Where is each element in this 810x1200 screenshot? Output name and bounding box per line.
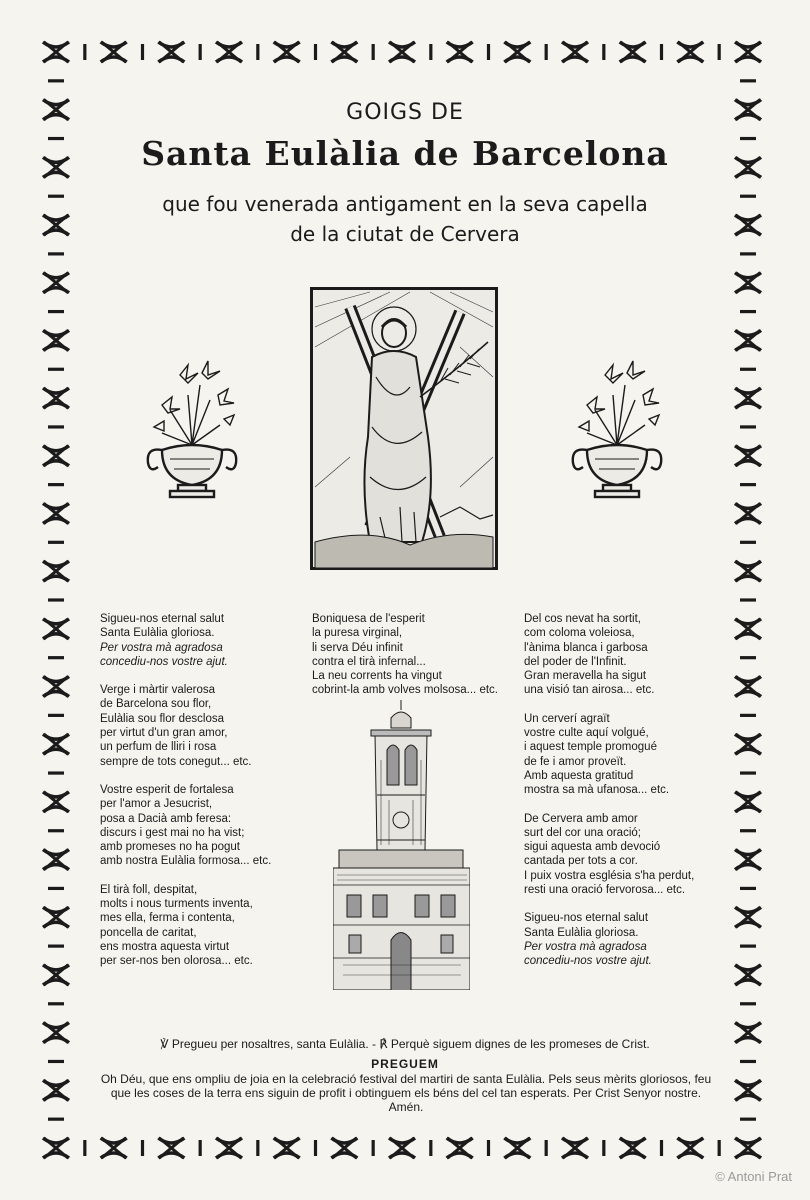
verse-line: Boniquesa de l'esperit (312, 613, 425, 625)
verse-line: Santa Eulàlia gloriosa. (100, 627, 215, 640)
verse-line: concediu-nos vostre ajut. (524, 955, 652, 968)
verse-line: per virtut d'un gran amor, (100, 727, 228, 740)
verse-column-1 (100, 612, 271, 983)
verse-line: de fe i amor proveït. (524, 755, 627, 768)
verse-line: de Barcelona sou flor, (100, 698, 212, 711)
verse-line: sempre de tots conegut... etc. (100, 755, 252, 768)
verse-line: com coloma voleiosa, (524, 627, 635, 640)
verse-line: ens mostra aquesta virtut (100, 940, 230, 953)
verse-line: amb nostra Eulàlia formosa... etc. (100, 855, 272, 868)
verse-line: Gran meravella ha sigut (524, 670, 647, 683)
verse-line: la puresa virginal, (312, 627, 403, 640)
verse-line: concediu-nos vostre ajut. (100, 655, 228, 668)
verse-line: mes ella, ferma i contenta, (100, 912, 235, 925)
verse-line: Per vostra mà agradosa (100, 641, 223, 654)
verse-line: li serva Déu infinit (312, 641, 403, 654)
verse-line: per ser-nos ben olorosa... etc. (100, 955, 253, 968)
goigs-heading: GOIGS DE (346, 100, 464, 125)
verse-line: una visió tan airosa... etc. (524, 684, 655, 697)
stanza (524, 812, 694, 898)
verse-line: discurs i gest mai no ha vist; (100, 826, 245, 839)
verse-line: Vostre esperit de fortalesa (100, 783, 234, 796)
stanza (100, 612, 271, 669)
verse-line: El tirà foll, despitat, (100, 883, 198, 896)
subtitle-line-1: que fou venerada antigament en la seva capella (162, 192, 648, 216)
verse-line: del poder de l'Infinit. (524, 655, 627, 668)
flower-vase-left (140, 355, 245, 505)
verse-line: resti una oració fervorosa... etc. (524, 884, 686, 897)
verse-line: Verge i màrtir valerosa (100, 684, 216, 697)
verse-line: Sigueu-nos eternal salut (524, 912, 649, 925)
verse-line: mostra sa mà ufanosa... etc. (524, 784, 670, 797)
verse-line: cantada per tots a cor. (524, 855, 638, 868)
stanza (524, 712, 694, 798)
saint-eulalia-woodcut (310, 287, 498, 570)
stanza (312, 612, 498, 698)
stanza (100, 883, 271, 969)
verse-line: contra el tirà infernal... (312, 655, 426, 668)
verse-line: La neu corrents ha vingut (312, 670, 442, 683)
stanza (524, 612, 694, 698)
copyright-watermark: © Antoni Prat (715, 1169, 792, 1184)
verse-line: De Cervera amb amor (524, 812, 638, 825)
verse-line: I puix vostra església s'ha perdut, (524, 869, 695, 882)
verse-line: molts i nous turments inventa, (100, 898, 253, 911)
verse-line: posa a Dacià amb feresa: (100, 812, 232, 825)
verse-line: per l'amor a Jesucrist, (100, 798, 213, 811)
verse-column-3 (524, 612, 694, 983)
cervera-bell-tower-engraving (333, 700, 470, 990)
verse-line: i aquest temple promogué (524, 741, 657, 754)
verse-line: Eulàlia sou flor desclosa (100, 712, 225, 725)
preguem-heading: PREGUEM (371, 1057, 439, 1071)
verse-line: vostre culte aquí volgué, (524, 727, 649, 740)
verse-line: Sigueu-nos eternal salut (100, 613, 225, 625)
flower-vase-right (565, 355, 670, 505)
verse-line: amb promeses no ha pogut (100, 841, 241, 854)
verse-line: sigui aquesta amb devoció (524, 841, 661, 854)
verse-line: l'ànima blanca i garbosa (524, 641, 648, 654)
verse-line: un perfum de lliri i rosa (100, 741, 217, 754)
verse-line: Un cerverí agraït (524, 712, 610, 725)
closing-prayer: Oh Déu, que ens ompliu de joia en la celebració festival del martiri de santa Eulàlia. Pels seus mèrits gloriosos, feu que les coses de la terra ens siguin de profit i obtinguem els béns del cel tan esperats. Per Crist Senyor nostre. Amén. (100, 1072, 712, 1114)
page-title: Santa Eulàlia de Barcelona (141, 134, 669, 173)
verse-line: Per vostra mà agradosa (524, 940, 647, 953)
verse-line: Santa Eulàlia gloriosa. (524, 926, 639, 939)
verse-line: cobrint-la amb volves molsosa... etc. (312, 684, 498, 697)
stanza (100, 683, 271, 769)
stanza (524, 911, 694, 968)
verse-line: Amb aquesta gratitud (524, 769, 634, 782)
verse-line: poncella de caritat, (100, 926, 197, 939)
versicle-response: ℣ Pregueu per nosaltres, santa Eulàlia. - ℟ Perquè siguem dignes de les promeses de Crist. (160, 1037, 650, 1051)
stanza (100, 783, 271, 869)
verse-column-2 (312, 612, 498, 712)
verse-line: Del cos nevat ha sortit, (524, 613, 641, 625)
subtitle-line-2: de la ciutat de Cervera (290, 222, 520, 246)
verse-line: surt del cor una oració; (524, 826, 641, 839)
